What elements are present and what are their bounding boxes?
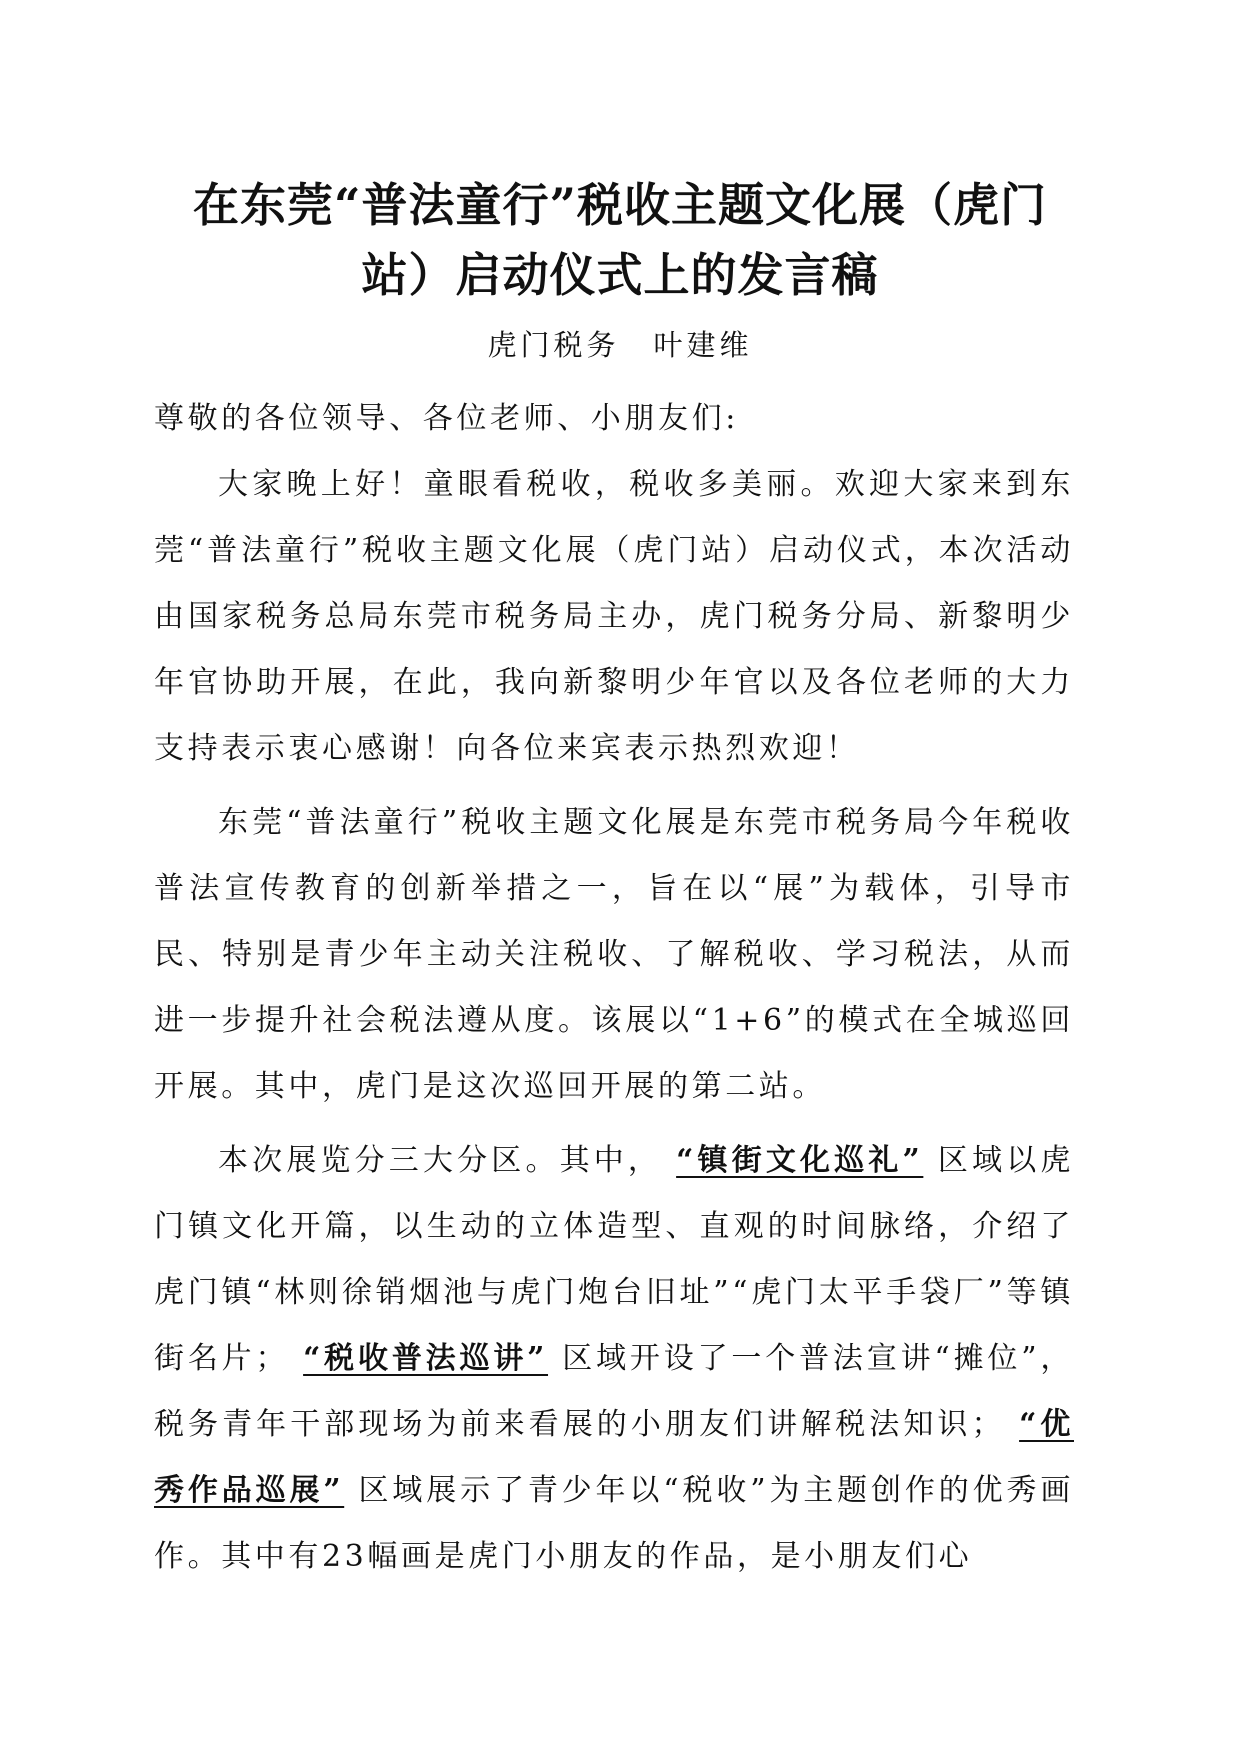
zone-name-town-culture: “镇街文化巡礼”: [676, 1143, 924, 1178]
paragraph-welcome: 大家晚上好！童眼看税收，税收多美丽。欢迎大家来到东莞“普法童行”税收主题文化展（虎门站）启动仪式，本次活动由国家税务总局东莞市税务局主办，虎门税务分局、新黎明少年官协助开展，在此，我向新黎明少年官以及各位老师的大力支持表示衷心感谢！向各位来宾表示热烈欢迎！: [154, 467, 1074, 766]
paragraph-exhibition-zones: [154, 1128, 1074, 1590]
author-line: [150, 322, 1090, 368]
title-line-1: 在东莞“普法童行”税收主题文化展（虎门: [193, 178, 1047, 232]
salutation: 尊敬的各位领导、各位老师、小朋友们:: [154, 401, 739, 436]
speech-body: [154, 386, 1074, 1590]
zone-text-artwork-exhibit: 区域展示了青少年以“税收”为主题创作的优秀画作。其中有23幅画是虎门小朋友的作品，是小朋友们心: [154, 1473, 1074, 1574]
zone-name-artwork-exhibit: “优秀作品巡展”: [154, 1407, 1074, 1508]
zone-text-tax-lecture: 区域开设了一个普法宣讲“摊位”，税务青年干部现场为前来看展的小朋友们讲解税法知识；: [154, 1341, 1074, 1442]
author-name: 叶建维: [653, 328, 753, 362]
document-title: [150, 170, 1090, 310]
author-organization: 虎门税务: [487, 328, 620, 362]
zones-intro: 本次展览分三大分区。其中，: [218, 1143, 663, 1178]
zone-text-town-culture: 区域以虎门镇文化开篇，以生动的立体造型、直观的时间脉络，介绍了虎门镇“林则徐销烟池与虎门炮台旧址”“虎门太平手袋厂”等镇街名片；: [154, 1143, 1075, 1376]
paragraph-exhibition-purpose: 东莞“普法童行”税收主题文化展是东莞市税务局今年税收普法宣传教育的创新举措之一，旨在以“展”为载体，引导市民、特别是青少年主动关注税收、了解税收、学习税法，从而进一步提升社会税法遵从度。该展以“1+6”的模式在全城巡回开展。其中，虎门是这次巡回开展的第二站。: [154, 805, 1074, 1104]
zone-name-tax-lecture: “税收普法巡讲”: [303, 1341, 549, 1376]
title-line-2: 站）启动仪式上的发言稿: [361, 248, 879, 302]
